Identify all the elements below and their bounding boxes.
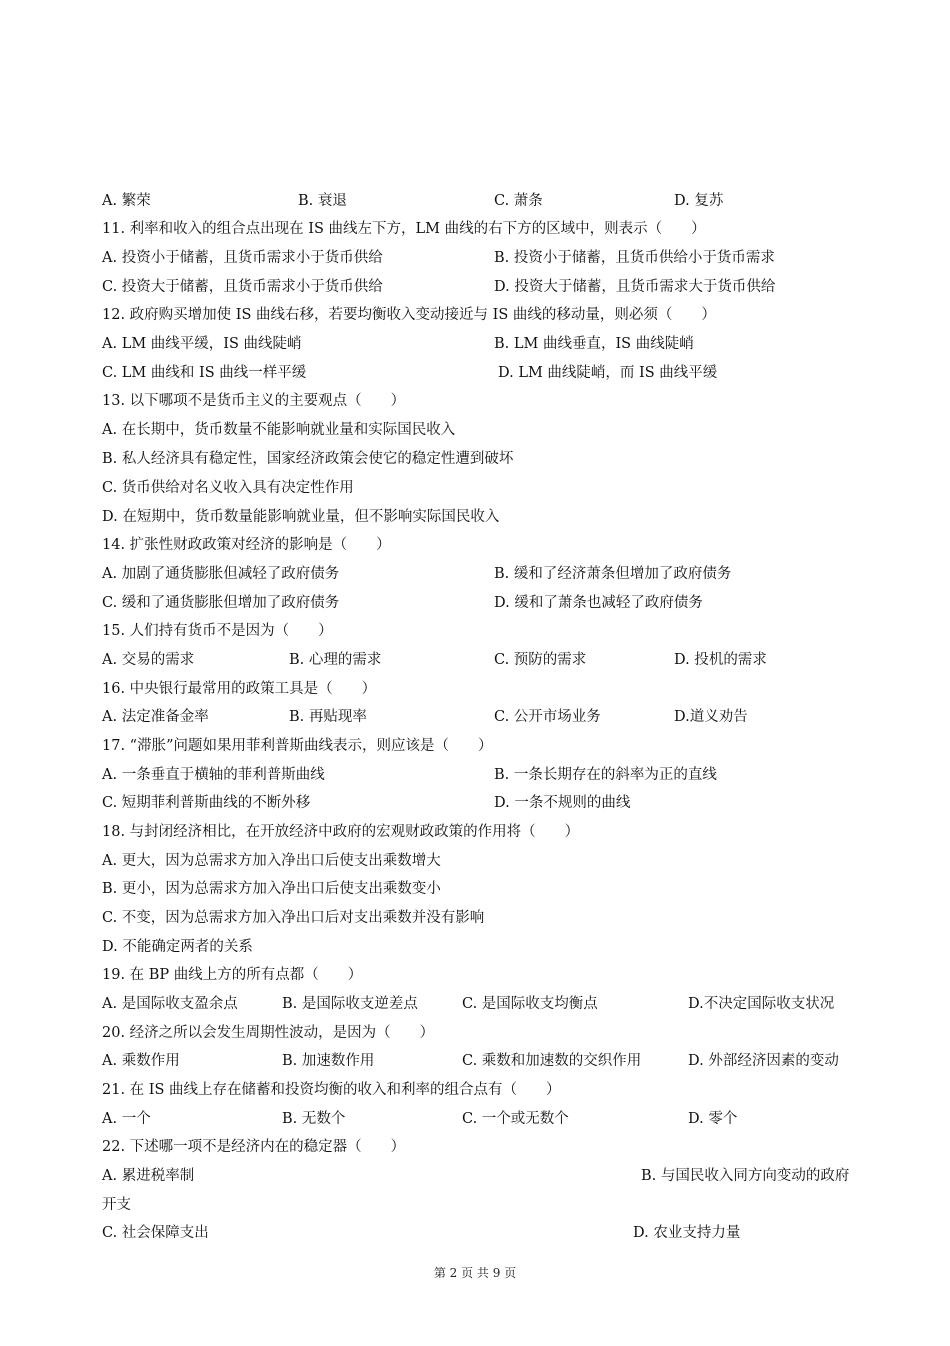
q19-option-b: B. 是国际收支逆差点: [282, 996, 418, 1012]
q20-stem: 20. 经济之所以会发生周期性波动，是因为（ ）: [102, 1025, 435, 1041]
q14-option-a: A. 加剧了通货膨胀但减轻了政府债务: [102, 566, 340, 582]
q13-option-b: B. 私人经济具有稳定性，国家经济政策会使它的稳定性遭到破坏: [102, 451, 514, 467]
q16-option-b: B. 再贴现率: [289, 709, 367, 725]
q11-stem: 11. 利率和收入的组合点出现在 IS 曲线左下方，LM 曲线的右下方的区域中，则表示（ ）: [102, 221, 706, 237]
q20-option-d: D. 外部经济因素的变动: [688, 1053, 839, 1069]
q13-option-c: C. 货币供给对名义收入具有决定性作用: [102, 480, 354, 496]
q22-option-d: D. 农业支持力量: [633, 1225, 741, 1241]
q18-option-d: D. 不能确定两者的关系: [102, 939, 253, 955]
q17-option-a: A. 一条垂直于横轴的菲利普斯曲线: [102, 767, 325, 783]
q22-option-c: C. 社会保障支出: [102, 1225, 209, 1241]
q13-stem: 13. 以下哪项不是货币主义的主要观点（ ）: [102, 393, 406, 409]
q11-option-b: B. 投资小于储蓄，且货币供给小于货币需求: [494, 250, 775, 266]
q19-option-a: A. 是国际收支盈余点: [102, 996, 238, 1012]
q11-option-c: C. 投资大于储蓄，且货币需求小于货币供给: [102, 279, 383, 295]
q12-option-b: B. LM 曲线垂直，IS 曲线陡峭: [494, 336, 694, 352]
q17-option-d: D. 一条不规则的曲线: [494, 795, 631, 811]
q15-option-a: A. 交易的需求: [102, 652, 195, 668]
q12-option-d: D. LM 曲线陡峭，而 IS 曲线平缓: [498, 365, 718, 381]
q10-option-a: A. 繁荣: [102, 193, 151, 209]
q14-stem: 14. 扩张性财政政策对经济的影响是（ ）: [102, 537, 391, 553]
q21-option-c: C. 一个或无数个: [462, 1111, 569, 1127]
q10-option-d: D. 复苏: [674, 193, 724, 209]
q16-option-c: C. 公开市场业务: [494, 709, 601, 725]
q14-option-d: D. 缓和了萧条也减轻了政府债务: [494, 595, 703, 611]
q16-option-a: A. 法定准备金率: [102, 709, 209, 725]
q20-option-c: C. 乘数和加速数的交织作用: [462, 1053, 642, 1069]
q18-stem: 18. 与封闭经济相比，在开放经济中政府的宏观财政政策的作用将（ ）: [102, 824, 580, 840]
q12-option-a: A. LM 曲线平缓，IS 曲线陡峭: [102, 336, 302, 352]
q14-option-b: B. 缓和了经济萧条但增加了政府债务: [494, 566, 732, 582]
q11-option-a: A. 投资小于储蓄，且货币需求小于货币供给: [102, 250, 383, 266]
q18-option-a: A. 更大，因为总需求方加入净出口后使支出乘数增大: [102, 853, 441, 869]
q14-option-c: C. 缓和了通货膨胀但增加了政府债务: [102, 595, 340, 611]
q15-option-c: C. 预防的需求: [494, 652, 587, 668]
q12-option-c: C. LM 曲线和 IS 曲线一样平缓: [102, 365, 307, 381]
q15-stem: 15. 人们持有货币不是因为（ ）: [102, 623, 333, 639]
q17-option-b: B. 一条长期存在的斜率为正的直线: [494, 767, 717, 783]
q10-option-b: B. 衰退: [298, 193, 347, 209]
q13-option-a: A. 在长期中，货币数量不能影响就业量和实际国民收入: [102, 422, 456, 438]
q21-option-a: A. 一个: [102, 1111, 151, 1127]
q22-option-b-continued: 开支: [102, 1197, 131, 1213]
q11-option-d: D. 投资大于储蓄，且货币需求大于货币供给: [494, 279, 776, 295]
page-footer: 第 2 页 共 9 页: [433, 1266, 517, 1280]
q10-option-c: C. 萧条: [494, 193, 543, 209]
q19-stem: 19. 在 BP 曲线上方的所有点都（ ）: [102, 967, 363, 983]
q18-option-b: B. 更小，因为总需求方加入净出口后使支出乘数变小: [102, 881, 441, 897]
q22-stem: 22. 下述哪一项不是经济内在的稳定器（ ）: [102, 1139, 406, 1155]
q15-option-b: B. 心理的需求: [289, 652, 382, 668]
q21-option-d: D. 零个: [688, 1111, 738, 1127]
q13-option-d: D. 在短期中，货币数量能影响就业量，但不影响实际国民收入: [102, 509, 500, 525]
q18-option-c: C. 不变，因为总需求方加入净出口后对支出乘数并没有影响: [102, 910, 485, 926]
q12-stem: 12. 政府购买增加使 IS 曲线右移，若要均衡收入变动接近与 IS 曲线的移动量，则必须（ ）: [102, 307, 716, 323]
q16-option-d: D.道义劝告: [674, 709, 748, 725]
q19-option-c: C. 是国际收支均衡点: [462, 996, 598, 1012]
q17-option-c: C. 短期菲利普斯曲线的不断外移: [102, 795, 311, 811]
q21-stem: 21. 在 IS 曲线上存在储蓄和投资均衡的收入和利率的组合点有（ ）: [102, 1082, 561, 1098]
q20-option-a: A. 乘数作用: [102, 1053, 180, 1069]
q19-option-d: D.不决定国际收支状况: [688, 996, 835, 1012]
q20-option-b: B. 加速数作用: [282, 1053, 375, 1069]
q21-option-b: B. 无数个: [282, 1111, 346, 1127]
q15-option-d: D. 投机的需求: [674, 652, 767, 668]
q17-stem: 17. “滞胀”问题如果用菲利普斯曲线表示，则应该是（ ）: [102, 738, 493, 754]
q22-option-a: A. 累进税率制: [102, 1168, 195, 1184]
q16-stem: 16. 中央银行最常用的政策工具是（ ）: [102, 681, 377, 697]
q22-option-b: B. 与国民收入同方向变动的政府: [641, 1168, 850, 1184]
